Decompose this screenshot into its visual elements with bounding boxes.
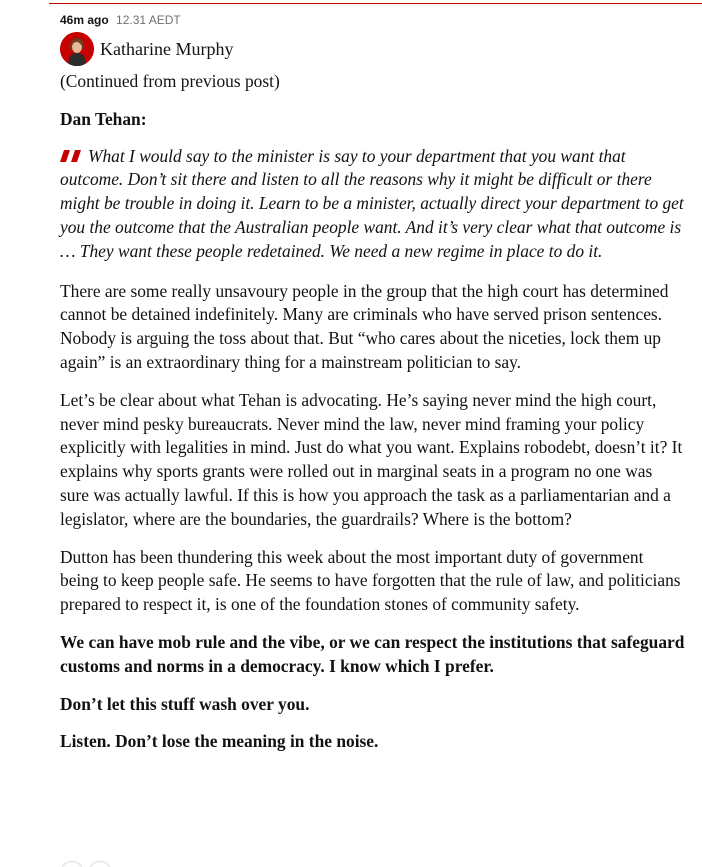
bold-paragraph: Listen. Don’t lose the meaning in the noise. bbox=[60, 731, 379, 752]
avatar[interactable] bbox=[60, 32, 94, 66]
paragraph: Dutton has been thundering this week about the most important duty of government being to keep people safe. He seems to have forgotten that the rule of law, and politicians prepared to respect it, is one of the foundation stones of community safety. bbox=[60, 546, 681, 615]
time-ago[interactable]: 46m ago bbox=[60, 13, 109, 27]
author-name[interactable]: Katharine Murphy bbox=[100, 38, 234, 59]
post-meta bbox=[60, 12, 181, 28]
blockquote bbox=[60, 145, 685, 264]
speaker-name: Dan Tehan: bbox=[60, 108, 147, 129]
quote-text: What I would say to the minister is say to your department that you want that outcome. Don’t sit there and listen to all the reasons why it might be difficult or there might be trouble in doing it. Learn to be a minister, actually direct your department to get you the outcome that the Australian people want. And it’s very clear what that outcome is … They want these people redetained. We need a new regime in place to do it. bbox=[60, 145, 684, 261]
author-byline[interactable] bbox=[60, 32, 233, 66]
continued-note: (Continued from previous post) bbox=[60, 71, 280, 91]
block-top-rule bbox=[49, 3, 702, 4]
quote-mark-icon bbox=[60, 150, 82, 162]
share-twitter-icon[interactable] bbox=[88, 861, 112, 867]
timestamp: 12.31 AEDT bbox=[116, 13, 181, 27]
share-buttons bbox=[60, 861, 112, 867]
share-facebook-icon[interactable] bbox=[60, 861, 84, 867]
bold-paragraph: Don’t let this stuff wash over you. bbox=[60, 693, 310, 714]
bold-paragraph: We can have mob rule and the vibe, or we can respect the institutions that safeguard customs and norms in a democracy. I know which I prefer. bbox=[60, 631, 685, 676]
paragraph: There are some really unsavoury people in the group that the high court has determined cannot be detained indefinitely. Many are criminals who have served prison sentences. Nobody is arguing the toss about that. But “who cares about the niceties, lock them up again” is an extraordinary thing for a mainstream politician to say. bbox=[60, 280, 669, 372]
post-body bbox=[60, 70, 685, 768]
paragraph: Let’s be clear about what Tehan is advocating. He’s saying never mind the high court, never mind pesky bureaucrats. Never mind the law, never mind framing your policy explicitly with legalities in mind. Just do what you want. Explains robodebt, doesn’t it? It explains why sports grants were rolled out in marginal seats in a program no one was sure was actually lawful. If this is how you approach the task as a parliamentarian and a legislator, where are the boundaries, the guardrails? Where is the bottom? bbox=[60, 389, 683, 529]
